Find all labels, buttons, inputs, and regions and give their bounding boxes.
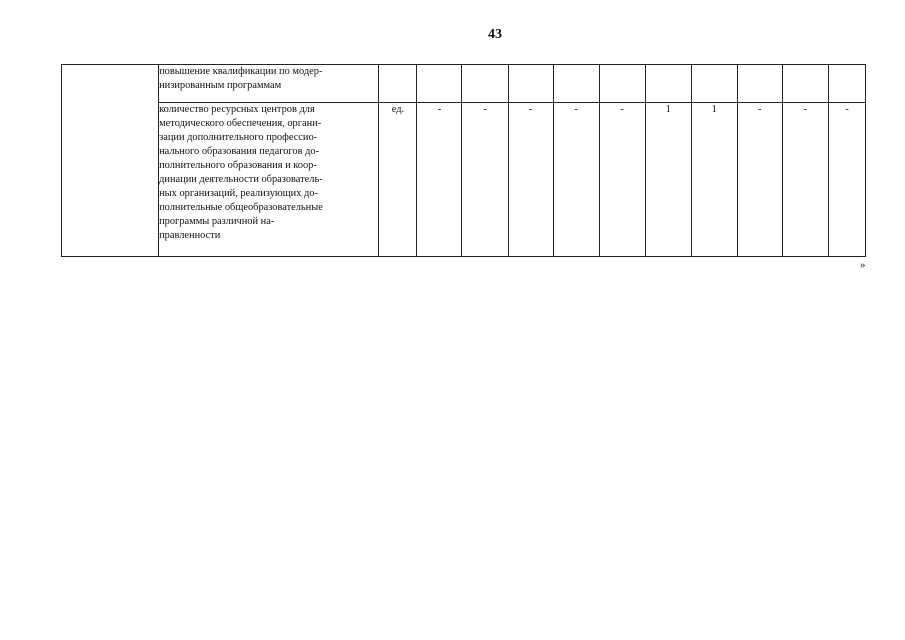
value-cell bbox=[508, 65, 553, 103]
table-row bbox=[62, 103, 866, 257]
value-cell bbox=[828, 65, 865, 103]
value-cell: - bbox=[828, 103, 865, 257]
value-cell: 1 bbox=[645, 103, 691, 257]
unit-cell: ед. bbox=[379, 103, 417, 257]
value-cell: - bbox=[599, 103, 645, 257]
description-line: правленности bbox=[159, 230, 221, 241]
description-line: повышение квалификации по модер- bbox=[159, 66, 323, 77]
value-cell: - bbox=[417, 103, 462, 257]
page-number: 43 bbox=[488, 27, 502, 42]
empty-category-cell bbox=[62, 65, 159, 257]
value-cell bbox=[737, 65, 782, 103]
value-cell bbox=[645, 65, 691, 103]
unit-cell bbox=[379, 65, 417, 103]
value-cell bbox=[553, 65, 599, 103]
value-cell: - bbox=[462, 103, 508, 257]
description-line: программы различной на- bbox=[159, 216, 275, 227]
description-line: ных организаций, реализующих до- bbox=[159, 188, 318, 199]
value-cell bbox=[691, 65, 737, 103]
indicator-description bbox=[159, 103, 379, 257]
indicator-description bbox=[159, 65, 379, 103]
value-cell: - bbox=[737, 103, 782, 257]
description-line: полнительного образования и коор- bbox=[159, 160, 317, 171]
value-cell: - bbox=[508, 103, 553, 257]
description-line: нального образования педагогов до- bbox=[159, 146, 320, 157]
indicators-table bbox=[61, 64, 866, 257]
value-cell: 1 bbox=[691, 103, 737, 257]
value-cell: - bbox=[782, 103, 828, 257]
description-line: полнительные общеобразовательные bbox=[159, 202, 323, 213]
closing-quote-mark: » bbox=[860, 259, 866, 271]
value-cell: - bbox=[553, 103, 599, 257]
value-cell bbox=[417, 65, 462, 103]
description-line: низированным программам bbox=[159, 80, 282, 91]
description-line: методического обеспечения, органи- bbox=[159, 118, 322, 129]
table-row bbox=[62, 65, 866, 103]
description-line: количество ресурсных центров для bbox=[159, 104, 315, 115]
description-line: зации дополнительного профессио- bbox=[159, 132, 318, 143]
description-line: динации деятельности образователь- bbox=[159, 174, 323, 185]
value-cell bbox=[462, 65, 508, 103]
value-cell bbox=[782, 65, 828, 103]
value-cell bbox=[599, 65, 645, 103]
